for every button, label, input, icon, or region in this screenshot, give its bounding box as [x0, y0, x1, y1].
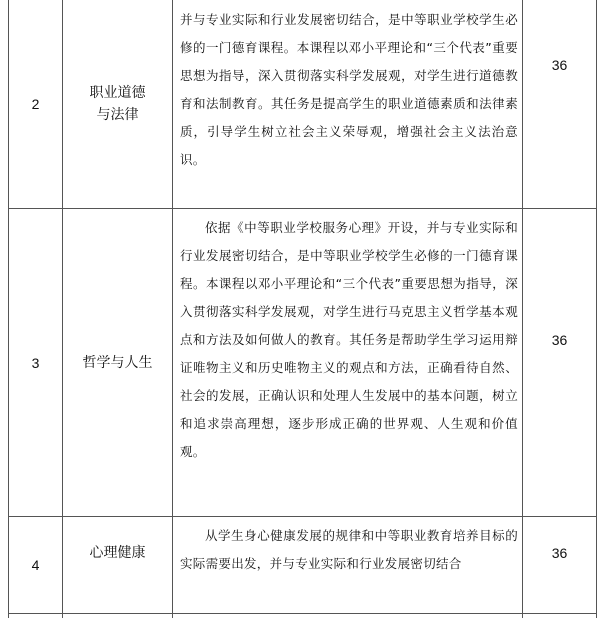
course-name-text: 心理健康 [89, 545, 146, 561]
row-number-text: 3 [31, 354, 40, 371]
hours-text: 36 [551, 57, 568, 73]
course-name [63, 0, 172, 208]
row-number-text: 2 [31, 96, 40, 112]
row-number [9, 0, 62, 208]
course-description [180, 6, 518, 174]
course-description [180, 522, 518, 578]
row-number [9, 517, 62, 613]
course-hours [523, 517, 596, 589]
course-name-text: 哲学与人生 [82, 354, 153, 371]
course-description [180, 214, 518, 466]
grid-line [172, 0, 173, 618]
row-number-text: 4 [31, 557, 40, 573]
course-name-line: 与法律 [96, 107, 139, 123]
description-text: 从学生身心健康发展的规律和中等职业教育培养目标的实际需要出发，并与专业实际和行业发展密切结合 [180, 528, 518, 571]
grid-line [596, 0, 597, 618]
course-name [63, 209, 172, 516]
course-name-line: 职业道德 [89, 85, 146, 101]
course-hours [523, 209, 596, 471]
course-hours [523, 0, 596, 130]
row-number [9, 209, 62, 516]
description-text: 并与专业实际和行业发展密切结合，是中等职业学校学生必修的一门德育课程。本课程以邓小平理论和“三个代表”重要思想为指导，深入贯彻落实科学发展观，对学生进行道德教育和法制教育。其任务是提高学生的职业道德素质和法律素质，引导学生树立社会主义荣辱观，增强社会主义法治意识。 [180, 12, 518, 167]
description-text: 依据《中等职业学校服务心理》开设，并与专业实际和行业发展密切结合，是中等职业学校学生必修的一门德育课程。本课程以邓小平理论和“三个代表”重要思想为指导，深入贯彻落实科学发展观，对学生进行马克思主义哲学基本观点和方法及如何做人的教育。其任务是帮助学生学习运用辩证唯物主义和历史唯物主义的观点和方法，正确看待自然、社会的发展，正确认识和处理人生发展中的基本问题，树立和追求崇高理想，逐步形成正确的世界观、人生观和价值观。 [180, 220, 518, 459]
grid-line [8, 613, 597, 614]
hours-text: 36 [551, 332, 568, 348]
course-name [63, 517, 172, 589]
hours-text: 36 [551, 545, 568, 561]
